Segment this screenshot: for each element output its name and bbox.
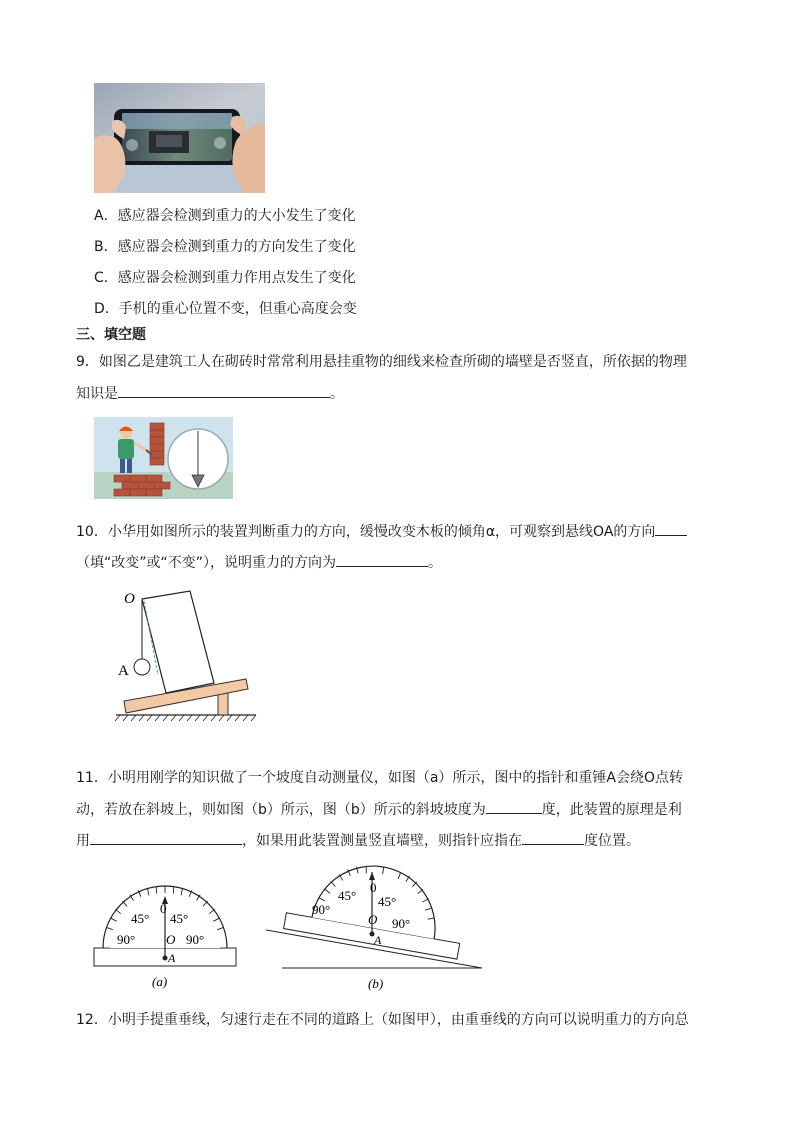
q8-option-b: B．感应器会检测到重力的方向发生了变化 xyxy=(94,239,356,255)
q11-line1: 11．小明用刚学的知识做了一个坡度自动测量仪，如图（a）所示，图中的指针和重锤A会绕O点转 xyxy=(76,770,683,786)
q9-end: 。 xyxy=(330,386,344,402)
q8-option-a: A．感应器会检测到重力的大小发生了变化 xyxy=(94,208,356,224)
bricklayer-plumb-figure xyxy=(94,417,233,499)
a-zero: 0 xyxy=(160,901,167,916)
q10-line1 xyxy=(76,521,687,542)
q11-text-2a: 动，若放在斜坡上，则如图（b）所示，图（b）所示的斜坡坡度为 xyxy=(76,802,486,818)
b-left90: 90° xyxy=(312,902,331,917)
a-a: A xyxy=(168,951,176,965)
q11-text-3b: ，如果用此装置测量竖直墙壁，则指针应指在 xyxy=(242,833,522,849)
b-zero: 0 xyxy=(370,880,377,895)
q9-line2 xyxy=(76,383,344,404)
q10-answer-blank-1[interactable] xyxy=(655,521,687,536)
b-caption: (b) xyxy=(368,976,384,991)
b-right45: 45° xyxy=(378,894,397,909)
q8-option-c: C．感应器会检测到重力作用点发生了变化 xyxy=(94,270,356,286)
a-right90: 90° xyxy=(186,932,205,947)
slope-meter-figure-b xyxy=(262,858,486,994)
b-right90: 90° xyxy=(392,916,411,931)
b-o: O xyxy=(368,912,378,927)
q10-text: 10．小华用如图所示的装置判断重力的方向，缓慢改变木板的倾角α，可观察到悬线OA的方向 xyxy=(76,524,656,540)
a-left45: 45° xyxy=(131,911,150,926)
q11-answer-blank-3[interactable] xyxy=(522,830,584,845)
slope-meter-figure-a xyxy=(90,878,240,994)
q10-end: 。 xyxy=(428,555,443,571)
q11-text-3a: 用 xyxy=(76,833,90,849)
q11-answer-blank-2[interactable] xyxy=(90,830,242,845)
q10-text-2: （填“改变”或“不变”），说明重力的方向为 xyxy=(76,555,337,571)
q9-answer-blank[interactable] xyxy=(118,383,330,398)
phone-game-photo xyxy=(94,83,265,193)
b-a: A xyxy=(374,933,382,947)
q10-line2 xyxy=(76,552,442,573)
label-a: A xyxy=(118,663,129,679)
a-right45: 45° xyxy=(170,911,189,926)
a-o: O xyxy=(166,932,176,947)
inclined-board-figure xyxy=(110,585,260,725)
q8-option-d: D．手机的重心位置不变，但重心高度会变 xyxy=(94,301,357,317)
q11-line2 xyxy=(76,799,682,820)
q9-line1: 9．如图乙是建筑工人在砌砖时常常利用悬挂重物的细线来检查所砌的墙壁是否竖直，所依据的物理 xyxy=(76,354,687,370)
q11-text-2b: 度，此装置的原理是利 xyxy=(541,802,682,818)
label-o: O xyxy=(124,591,135,607)
q10-answer-blank-2[interactable] xyxy=(336,552,428,567)
q11-answer-blank-1[interactable] xyxy=(486,799,542,814)
q11-line3 xyxy=(76,830,640,851)
b-left45: 45° xyxy=(338,888,357,903)
q11-text-3c: 度位置。 xyxy=(584,833,640,849)
section-heading-fill-in: 三、填空题 xyxy=(76,327,146,343)
a-left90: 90° xyxy=(117,932,136,947)
q12-line1: 12．小明手提重垂线，匀速行走在不同的道路上（如图甲），由重垂线的方向可以说明重力的方向总 xyxy=(76,1012,689,1028)
a-caption: (a) xyxy=(152,974,168,989)
q9-text: 知识是 xyxy=(76,386,118,402)
